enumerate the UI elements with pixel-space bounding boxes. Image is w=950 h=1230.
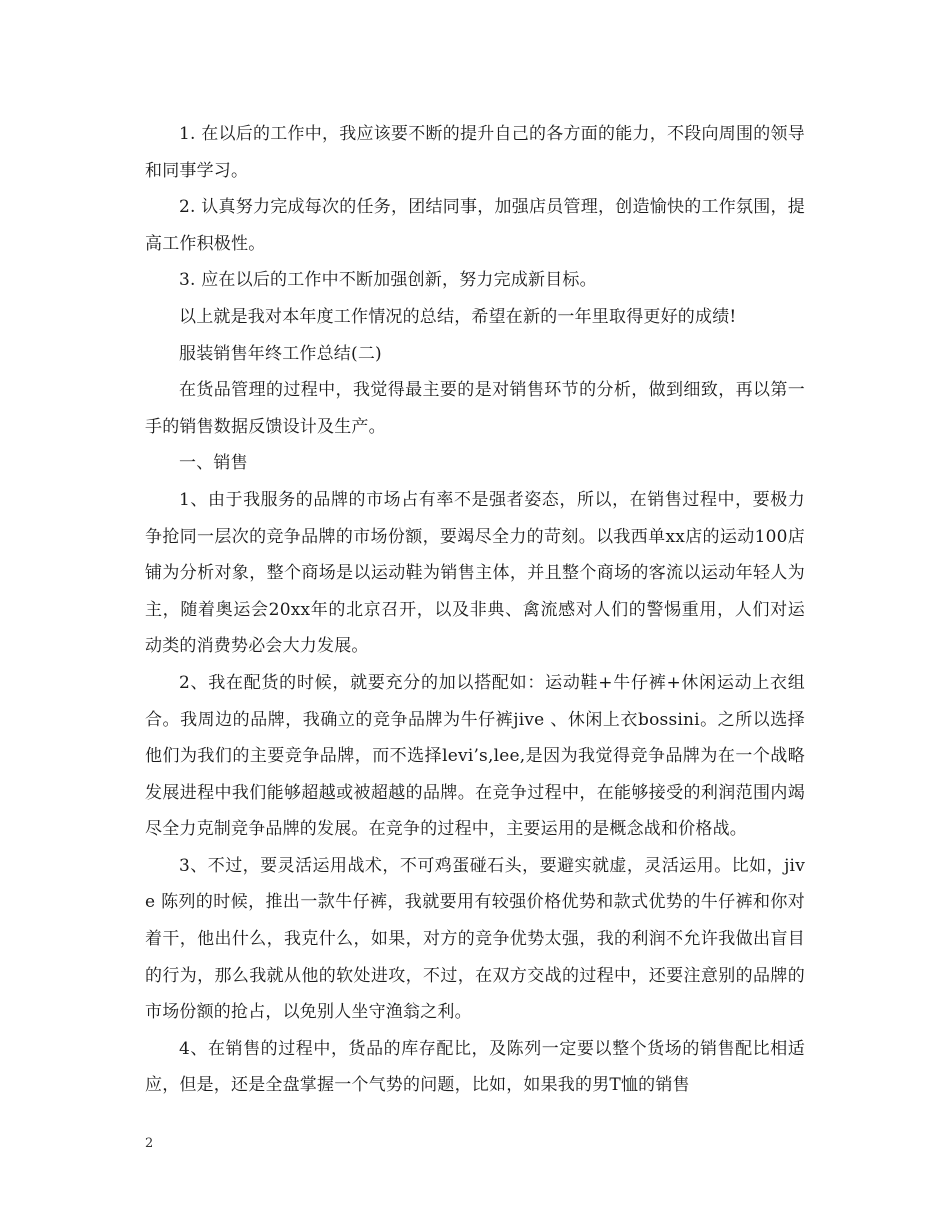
paragraph-1: 1. 在以后的工作中，我应该要不断的提升自己的各方面的能力，不段向周围的领导和同事学习。 — [145, 124, 805, 181]
paragraph-8: 1、由于我服务的品牌的市场占有率不是强者姿态，所以，在销售过程中，要极力争抢同一层次的竞争品牌的市场份额，要竭尽全力的苛刻。以我西单xx店的运动100店铺为分析对象，整个商场是以运动鞋为销售主体，并且整个商场的客流以运动年轻人为主，随着奥运会20xx年的北京召开，以及非典、禽流感对人们的警惕重用，人们对运动类的消费势必会大力发展。 — [145, 489, 805, 657]
page-number: 2 — [145, 1136, 154, 1151]
section-heading-sales: 一、销售 — [179, 453, 248, 474]
paragraph-4: 以上就是我对本年度工作情况的总结，希望在新的一年里取得更好的成绩! — [179, 306, 737, 327]
paragraph-10: 3、不过，要灵活运用战术，不可鸡蛋碰石头，要避实就虚，灵活运用。比如，jive 陈列的时候，推出一款牛仔裤，我就要用有较强价格优势和款式优势的牛仔裤和你对着干，他出什么，我克什么，如果，对方的竞争优势太强，我的利润不允许我做出盲目的行为，那么我就从他的软处进攻，不过，在双方交战的过程中，还要注意别的品牌的市场份额的抢占，以免别人坐守渔翁之利。 — [145, 855, 805, 1023]
paragraph-6: 在货品管理的过程中，我觉得最主要的是对销售环节的分析，做到细致，再以第一手的销售数据反馈设计及生产。 — [145, 380, 805, 437]
paragraph-2: 2. 认真努力完成每次的任务，团结同事，加强店员管理，创造愉快的工作氛围，提高工作积极性。 — [145, 197, 805, 254]
paragraph-3: 3. 应在以后的工作中不断加强创新，努力完成新目标。 — [179, 270, 597, 291]
section-title: 服装销售年终工作总结(二) — [179, 343, 382, 364]
document-body — [145, 116, 805, 1104]
paragraph-11: 4、在销售的过程中，货品的库存配比，及陈列一定要以整个货场的销售配比相适应，但是，还是全盘掌握一个气势的问题，比如，如果我的男T恤的销售 — [145, 1038, 805, 1096]
paragraph-9: 2、我在配货的时候，就要充分的加以搭配如：运动鞋+牛仔裤+休闲运动上衣组合。我周边的品牌，我确立的竞争品牌为牛仔裤jive 、休闲上衣bossini。之所以选择他们为我们的主要竞争品牌，而不选择levi’s,lee,是因为我觉得竞争品牌为在一个战略发展进程中我们能够超越或被超越的品牌。在竞争过程中，在能够接受的利润范围内竭尽全力克制竞争品牌的发展。在竞争的过程中，主要运用的是概念战和价格战。 — [145, 672, 805, 840]
